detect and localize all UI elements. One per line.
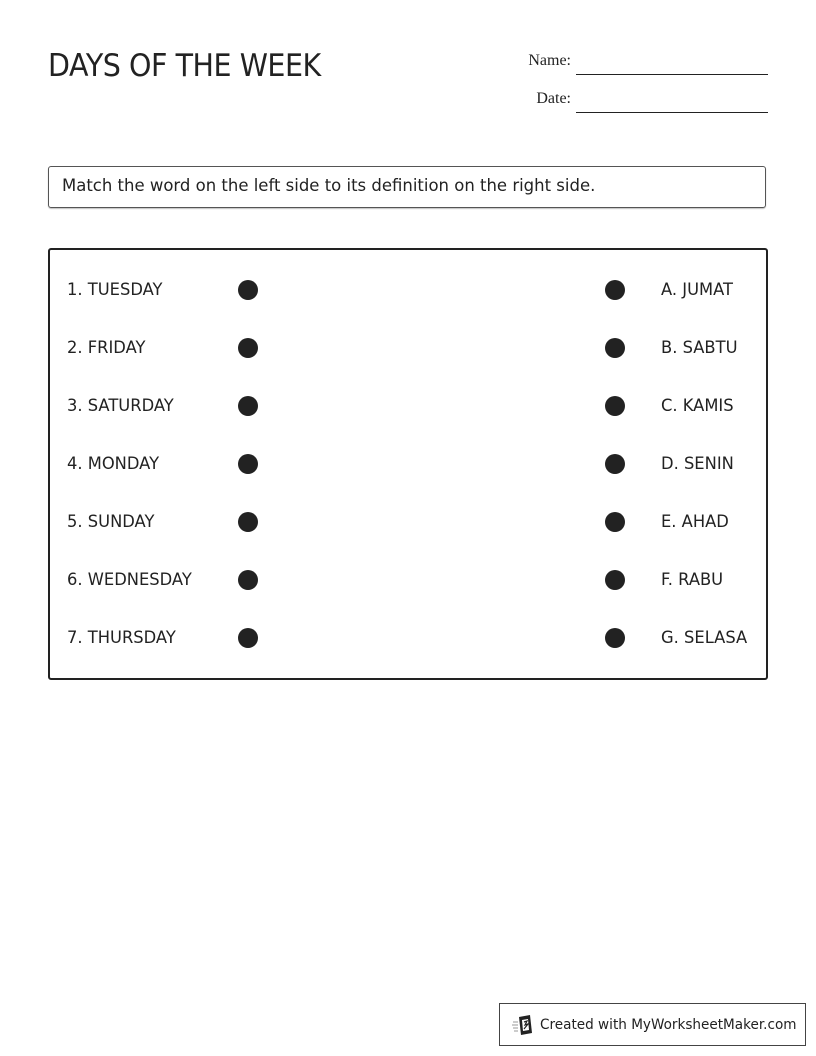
instructions-box [48,166,766,208]
name-label: Name: [528,52,571,69]
left-connector-dot-icon[interactable] [238,396,258,416]
right-connector-dot-icon[interactable] [605,628,625,648]
left-term: 6. WEDNESDAY [67,570,192,590]
date-field [470,90,571,110]
left-connector-dot-icon[interactable] [238,570,258,590]
date-label: Date: [536,90,571,107]
match-row [50,623,766,653]
match-row [50,565,766,595]
left-term: 3. SATURDAY [67,396,174,416]
match-row [50,333,766,363]
right-term: G. SELASA [661,628,748,648]
left-term: 7. THURSDAY [67,628,176,648]
right-term: C. KAMIS [661,396,734,416]
footer-text: Created with MyWorksheetMaker.com [540,1016,797,1033]
left-connector-dot-icon[interactable] [238,280,258,300]
right-connector-dot-icon[interactable] [605,280,625,300]
right-term: F. RABU [661,570,724,590]
left-term: 1. TUESDAY [67,280,163,300]
match-row [50,507,766,537]
left-connector-dot-icon[interactable] [238,338,258,358]
name-field [470,52,571,72]
right-connector-dot-icon[interactable] [605,570,625,590]
left-term: 4. MONDAY [67,454,160,474]
right-term: A. JUMAT [661,280,733,300]
page-title: DAYS OF THE WEEK [48,48,321,84]
footer-credit[interactable] [499,1003,806,1046]
match-row [50,449,766,479]
right-connector-dot-icon[interactable] [605,454,625,474]
left-connector-dot-icon[interactable] [238,628,258,648]
right-connector-dot-icon[interactable] [605,396,625,416]
date-input-line[interactable] [576,112,768,113]
left-connector-dot-icon[interactable] [238,454,258,474]
right-term: D. SENIN [661,454,734,474]
instructions-text: Match the word on the left side to its definition on the right side. [62,176,596,196]
right-term: B. SABTU [661,338,738,358]
matching-area [48,248,768,680]
left-connector-dot-icon[interactable] [238,512,258,532]
right-connector-dot-icon[interactable] [605,338,625,358]
left-term: 5. SUNDAY [67,512,155,532]
worksheet-logo-icon [512,1014,534,1036]
name-input-line[interactable] [576,74,768,75]
match-row [50,275,766,305]
left-term: 2. FRIDAY [67,338,146,358]
match-row [50,391,766,421]
right-term: E. AHAD [661,512,729,532]
right-connector-dot-icon[interactable] [605,512,625,532]
